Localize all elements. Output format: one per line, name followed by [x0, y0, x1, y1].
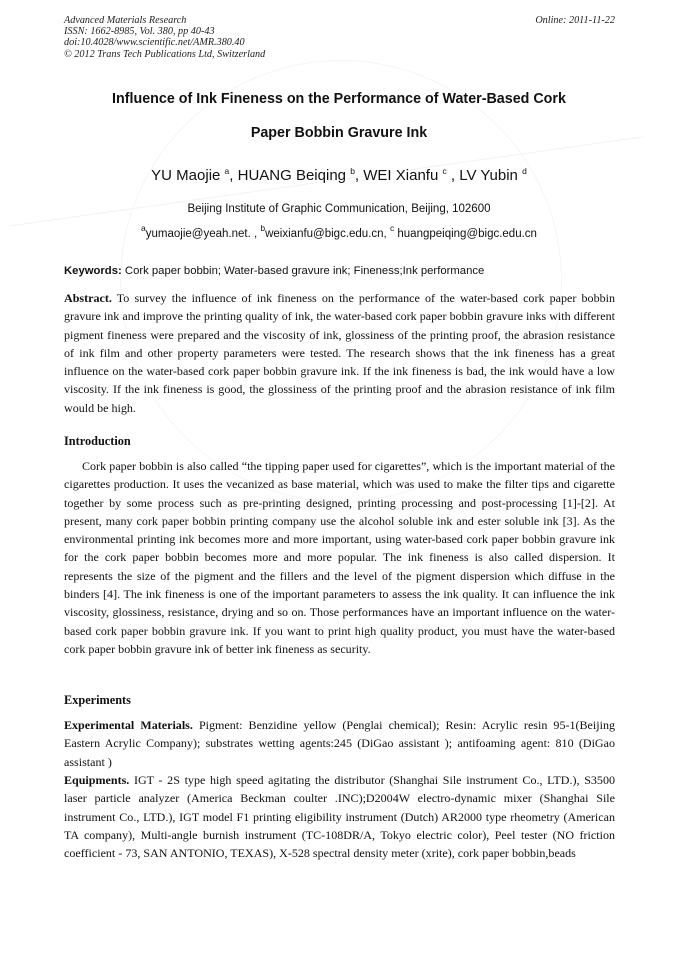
author-separator: ,	[354, 167, 364, 184]
introduction-paragraph: Cork paper bobbin is also called “the tipping paper used for cigarettes”, which is the important material of the cigarettes production. It uses the vecanized as base material, which was used to make the filter tips and cigarette together by some process such as pre-printing designed, printing processing and post-processing [1]-[2]. At present, many cork paper bobbin printing company use the alcohol soluble ink and ester soluble ink [3]. As the environmental printing ink becomes more and more important, using water-based cork paper bobbin gravure ink for the cork paper bobbin becomes more and more popular. The ink fineness is also called dispersion. It represents the size of the pigment and the fillers and the level of the pigment dispersion which diffuse in the binders [4]. The ink fineness is one of the important parameters to assess the ink quality. It can influence the ink viscosity, glossiness, resistance, drying and so on. Those performances have an important influence on the water-based cork paper bobbin gravure ink. If you want to print high quality product, you must have the water-based cork paper bobbin gravure ink of better ink fineness as security.	[64, 459, 615, 656]
author-name: WEI Xianfu	[363, 167, 439, 184]
author-mark: c	[442, 166, 447, 176]
email-mark: a	[141, 223, 146, 233]
affiliation: Beijing Institute of Graphic Communication, Beijing, 102600	[187, 203, 491, 215]
introduction-heading: Introduction	[64, 434, 131, 448]
equipments-paragraph	[64, 771, 615, 862]
abstract-paragraph	[64, 289, 615, 417]
paper-title-line-2: Paper Bobbin Gravure Ink	[250, 125, 428, 141]
author-separator: ,	[229, 167, 238, 184]
keywords	[64, 265, 616, 277]
experiments-heading: Experiments	[64, 693, 131, 707]
author-name: LV Yubin	[459, 167, 518, 184]
author-separator: ,	[446, 167, 460, 184]
journal-header	[64, 15, 444, 60]
journal-name: Advanced Materials Research	[64, 15, 187, 26]
email-b: weixianfu@bigc.edu.cn,	[265, 228, 390, 240]
author-mark: b	[350, 166, 355, 176]
materials-paragraph	[64, 716, 615, 771]
online-date: Online: 2011-11-22	[535, 15, 615, 26]
author-mark: d	[522, 166, 527, 176]
keywords-label: Keywords:	[64, 265, 122, 277]
abstract-text: To survey the influence of ink fineness on the performance of the water-based cork paper bobbin gravure ink and improve the printing quality of ink, the water-based cork paper bobbin gravure inks with different pigment fineness were prepared and the viscosity of ink, glossiness of the printing proof, the abrasion resistance of ink film and other property parameters were tested. The research shows that the ink fineness has a great influence on the water-based cork paper bobbin gravure ink. If the ink fineness is bad, the ink would have a low viscosity. If the ink fineness is good, the glossiness of the printing proof and the abrasion resistance of ink film would be high.	[64, 291, 615, 415]
author-list	[40, 167, 638, 184]
doi-line: doi:10.4028/www.scientific.net/AMR.380.40	[64, 37, 245, 49]
author-name: HUANG Beiqing	[237, 167, 347, 184]
email-a: yumaojie@yeah.net. ,	[145, 228, 261, 240]
materials-label: Experimental Materials.	[64, 718, 193, 732]
keywords-text: Cork paper bobbin; Water-based gravure ink; Fineness;Ink performance	[121, 265, 485, 277]
equipments-text: IGT - 2S type high speed agitating the distributor (Shanghai Sile instrument Co., LTD.), S3500 laser particle analyzer (America Beckman coulter .INC);D2004W electro-dynamic mixer (Shanghai Sile instrument Co., LTD.), IGT model F1 printing eligibility instrument (Dutch) AR2000 type rheometry (American TA company), Multi-angle burnish instrument (TC-108DR/A, Tokyo electric color), Peel tester (NO friction coefficient - 73, SAN ANTONIO, TEXAS), X-528 spectral density meter (xrite), cork paper bobbin,beads	[64, 773, 615, 861]
paper-title-line-1: Influence of Ink Fineness on the Performance of Water-Based Cork	[112, 91, 566, 107]
abstract-label: Abstract.	[64, 291, 112, 305]
email-list	[40, 223, 638, 240]
email-mark: b	[260, 223, 266, 233]
equipments-label: Equipments.	[64, 773, 130, 787]
email-c: huangpeiqing@bigc.edu.cn	[394, 228, 537, 240]
email-mark: c	[389, 223, 395, 233]
copyright-line: © 2012 Trans Tech Publications Ltd, Switzerland	[64, 48, 266, 60]
issn-line: ISSN: 1662-8985, Vol. 380, pp 40-43	[64, 26, 215, 38]
author-name: YU Maojie	[151, 167, 221, 184]
materials-text: Pigment: Benzidine yellow (Penglai chemical); Resin: Acrylic resin 95-1(Beijing Eastern Acrylic Company); substrates wetting agents:245 (DiGao assistant ); antifoaming agent: 810 (DiGao assistant )	[64, 718, 615, 769]
author-mark: a	[224, 166, 230, 176]
